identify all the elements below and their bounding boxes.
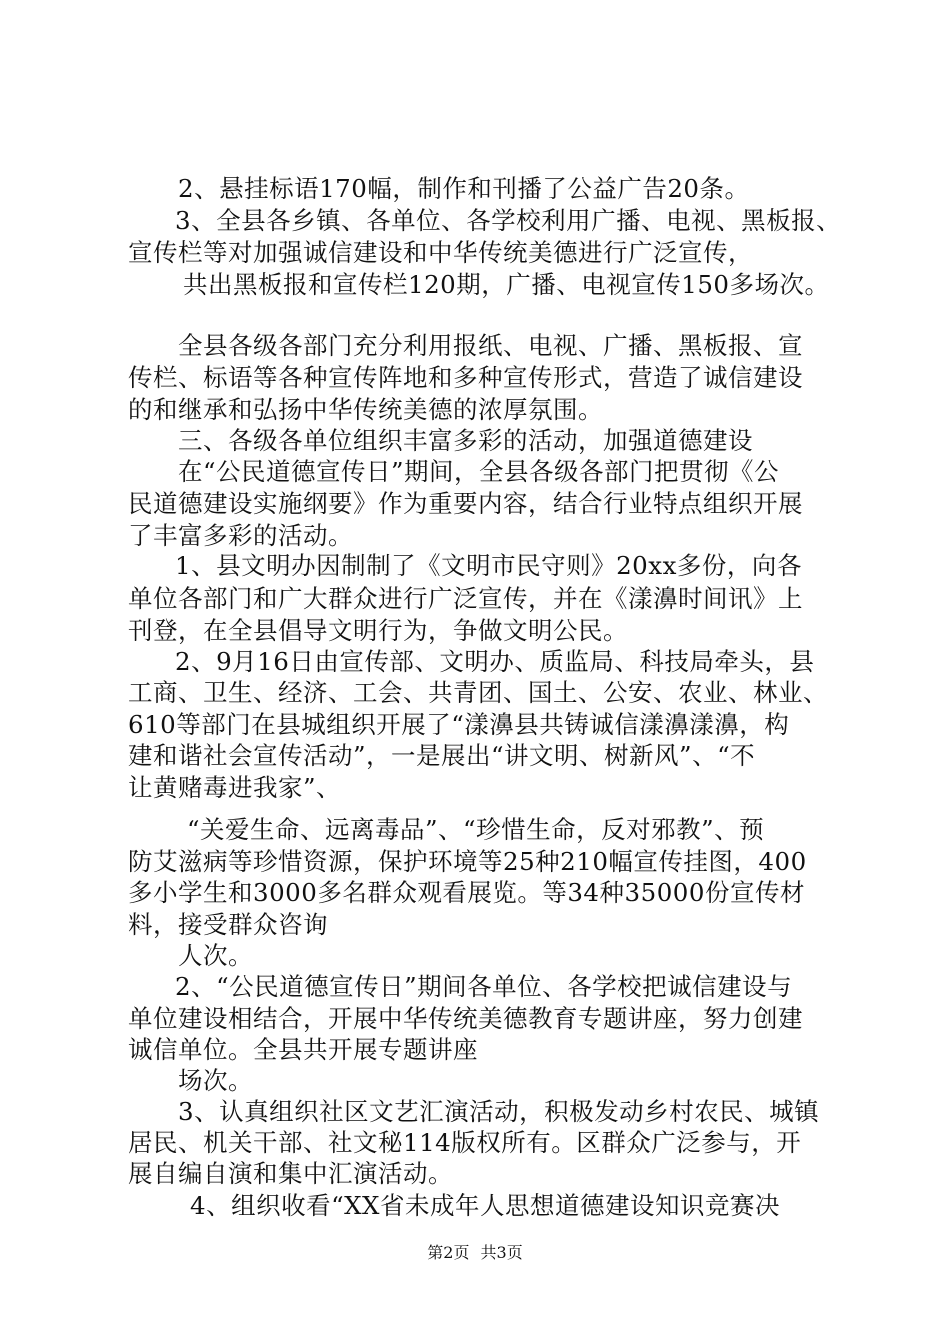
text-line: 诚信单位。全县共开展专题讲座 — [128, 1035, 478, 1064]
text-line: 刊登，在全县倡导文明行为，争做文明公民。 — [128, 616, 628, 645]
page-number: 第2页 — [427, 1243, 470, 1262]
text-line: 全县各级各部门充分利用报纸、电视、广播、黑板报、宣 — [178, 331, 803, 360]
text-line: 2、9月16日由宣传部、文明办、质监局、科技局牵头，县 — [175, 647, 815, 676]
text-line: 场次。 — [178, 1066, 253, 1095]
text-line: 610等部门在县城组织开展了“漾濞县共铸诚信漾濞漾濞，构 — [128, 710, 790, 739]
page-total: 共3页 — [480, 1243, 523, 1262]
text-line: 人次。 — [178, 941, 253, 970]
text-line: 民道德建设实施纲要》作为重要内容，结合行业特点组织开展 — [128, 489, 803, 518]
text-line: 2、悬挂标语170幅，制作和刊播了公益广告20条。 — [178, 174, 750, 203]
text-line: 料，接受群众咨询 — [128, 910, 328, 939]
text-line: 建和谐社会宣传活动”，一是展出“讲文明、树新风”、“不 — [128, 741, 756, 770]
page-footer — [0, 1243, 950, 1263]
text-line: 传栏、标语等各种宣传阵地和多种宣传形式，营造了诚信建设 — [128, 363, 803, 392]
text-line: 在“公民道德宣传日”期间，全县各级各部门把贯彻《公 — [178, 457, 780, 486]
text-line: 1、县文明办因制制了《文明市民守则》20xx多份，向各 — [175, 551, 802, 580]
text-line: 3、认真组织社区文艺汇演活动，积极发动乡村农民、城镇 — [178, 1097, 820, 1126]
text-line: 居民、机关干部、社文秘114版权所有。区群众广泛参与，开 — [128, 1128, 802, 1157]
text-line: 让黄赌毒进我家”、 — [128, 773, 342, 802]
text-line: 的和继承和弘扬中华传统美德的浓厚氛围。 — [128, 395, 603, 424]
text-line: 了丰富多彩的活动。 — [128, 521, 353, 550]
text-line: 3、全县各乡镇、各单位、各学校利用广播、电视、黑板报、 — [175, 206, 842, 235]
text-line: 共出黑板报和宣传栏120期，广播、电视宣传150多场次。 — [183, 270, 830, 299]
text-line: 展自编自演和集中汇演活动。 — [128, 1159, 453, 1188]
text-line: 4、组织收看“XX省未成年人思想道德建设知识竞赛决 — [190, 1191, 780, 1220]
text-line: 多小学生和3000多名群众观看展览。等34种35000份宣传材 — [128, 878, 805, 907]
text-line: 防艾滋病等珍惜资源，保护环境等25种210幅宣传挂图，400 — [128, 847, 807, 876]
text-line: “关爱生命、远离毒品”、“珍惜生命，反对邪教”、预 — [187, 815, 765, 844]
text-line: 2、“公民道德宣传日”期间各单位、各学校把诚信建设与 — [175, 972, 793, 1001]
section-heading: 三、各级各单位组织丰富多彩的活动，加强道德建设 — [178, 426, 753, 455]
text-line: 单位各部门和广大群众进行广泛宣传，并在《漾濞时间讯》上 — [128, 584, 803, 613]
text-line: 单位建设相结合，开展中华传统美德教育专题讲座，努力创建 — [128, 1004, 803, 1033]
text-line: 宣传栏等对加强诚信建设和中华传统美德进行广泛宣传， — [128, 238, 753, 267]
text-line: 工商、卫生、经济、工会、共青团、国土、公安、农业、林业、 — [128, 678, 828, 707]
